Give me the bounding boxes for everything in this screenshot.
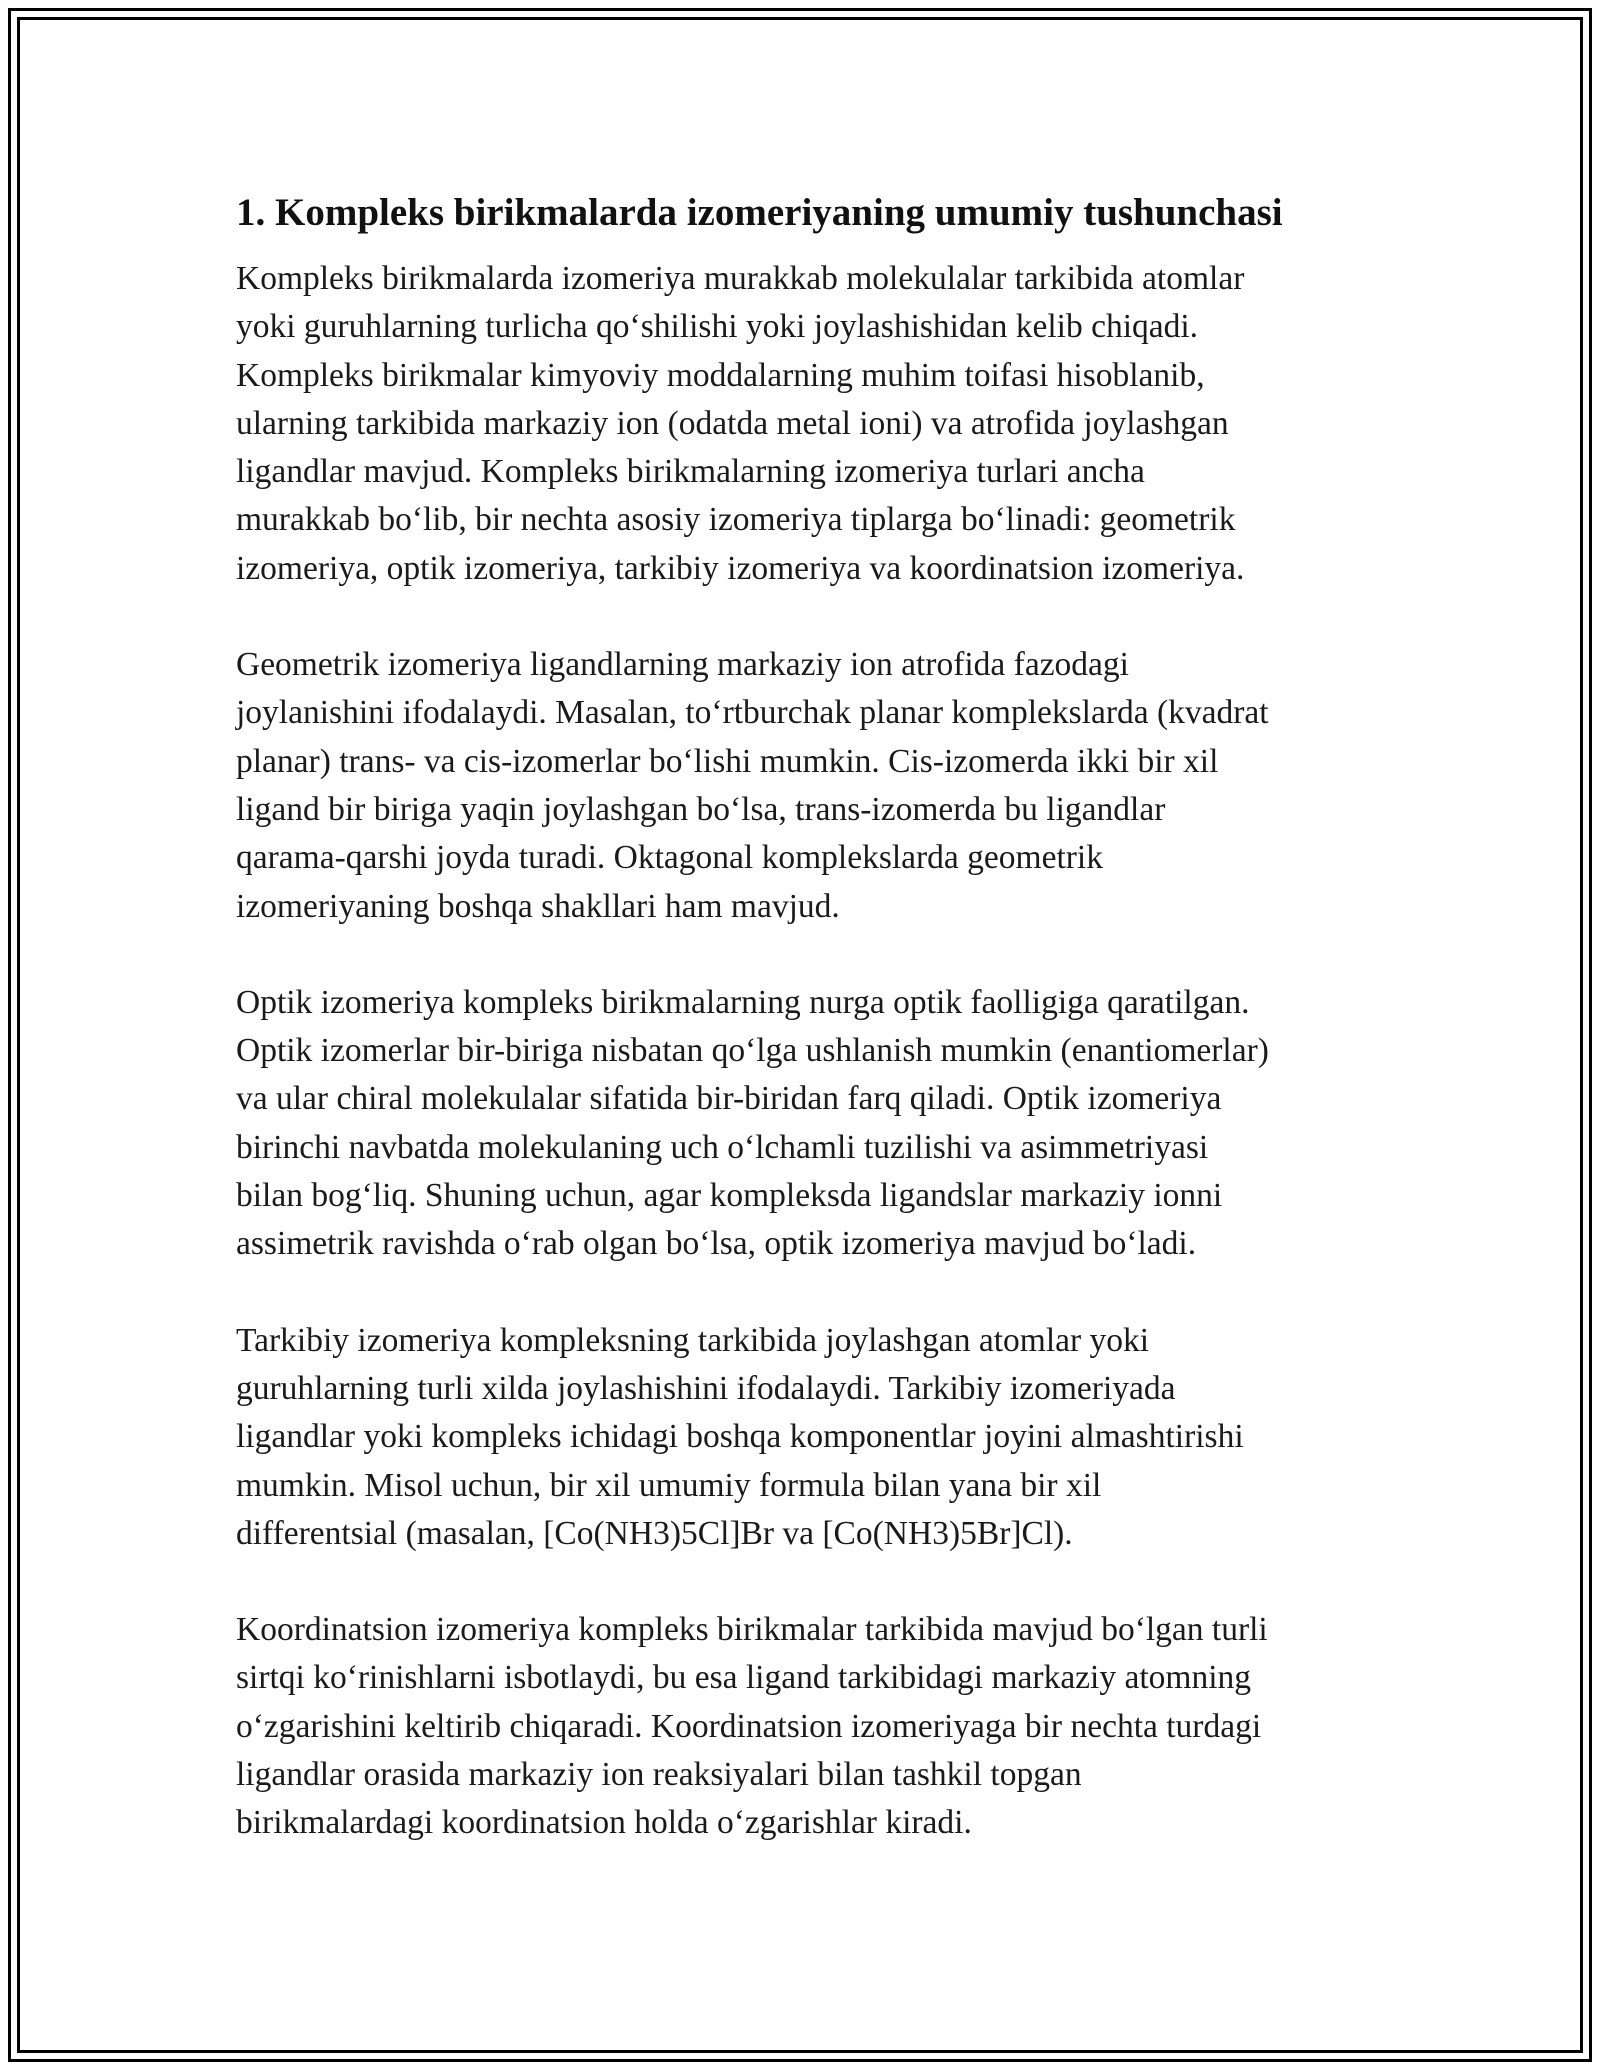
text-line: Geometrik izomeriya ligandlarning markaziy ion atrofida fazodagi	[236, 646, 1129, 684]
text-line: murakkab boʻlib, bir nechta asosiy izomeriya tiplarga boʻlinadi: geometrik	[236, 501, 1236, 539]
section-heading: 1. Kompleks birikmalarda izomeriyaning umumiy tushunchasi	[236, 191, 1283, 234]
text-line: assimetrik ravishda oʻrab olgan boʻlsa, optik izomeriya mavjud boʻladi.	[236, 1225, 1197, 1263]
text-line: qarama-qarshi joyda turadi. Oktagonal komplekslarda geometrik	[236, 839, 1103, 877]
text-line: sirtqi koʻrinishlarni isbotlaydi, bu esa ligand tarkibidagi markaziy atomning	[236, 1659, 1252, 1697]
text-line: izomeriya, optik izomeriya, tarkibiy izomeriya va koordinatsion izomeriya.	[236, 549, 1245, 587]
paragraph-coordination-isomerism	[236, 1606, 1386, 1847]
text-line: ligandlar yoki kompleks ichidagi boshqa komponentlar joyini almashtirishi	[236, 1418, 1244, 1456]
text-line: ligandlar orasida markaziy ion reaksiyalari bilan tashkil topgan	[236, 1756, 1082, 1794]
text-line: joylanishini ifodalaydi. Masalan, toʻrtburchak planar komplekslarda (kvadrat	[236, 694, 1269, 732]
text-line: Koordinatsion izomeriya kompleks birikmalar tarkibida mavjud boʻlgan turli	[236, 1611, 1268, 1649]
text-line: planar) trans- va cis-izomerlar boʻlishi mumkin. Cis-izomerda ikki bir xil	[236, 742, 1219, 780]
paragraph-optical-isomerism	[236, 979, 1386, 1269]
text-line: izomeriyaning boshqa shakllari ham mavjud.	[236, 887, 840, 925]
text-line: Kompleks birikmalar kimyoviy moddalarning muhim toifasi hisoblanib,	[236, 356, 1205, 394]
document-body	[236, 185, 1386, 1896]
text-line: guruhlarning turli xilda joylashishini ifodalaydi. Tarkibiy izomeriyada	[236, 1369, 1176, 1407]
text-line: birinchi navbatda molekulaning uch oʻlchamli tuzilishi va asimmetriyasi	[236, 1128, 1209, 1166]
text-line: Optik izomeriya kompleks birikmalarning nurga optik faolligiga qaratilgan.	[236, 983, 1250, 1021]
text-line: differentsial (masalan, [Co(NH3)5Cl]Br va [Co(NH3)5Br]Cl).	[236, 1514, 1073, 1552]
text-line: bilan bogʻliq. Shuning uchun, agar kompleksda ligandslar markaziy ionni	[236, 1177, 1223, 1215]
text-line: ligandlar mavjud. Kompleks birikmalarning izomeriya turlari ancha	[236, 453, 1145, 491]
text-line: Tarkibiy izomeriya kompleksning tarkibida joylashgan atomlar yoki	[236, 1321, 1150, 1359]
text-line: oʻzgarishini keltirib chiqaradi. Koordinatsion izomeriyaga bir nechta turdagi	[236, 1707, 1262, 1745]
paragraph-intro	[236, 255, 1386, 593]
text-line: yoki guruhlarning turlicha qoʻshilishi yoki joylashishidan kelib chiqadi.	[236, 308, 1199, 346]
text-line: birikmalardagi koordinatsion holda oʻzgarishlar kiradi.	[236, 1804, 972, 1842]
text-line: mumkin. Misol uchun, bir xil umumiy formula bilan yana bir xil	[236, 1466, 1102, 1504]
paragraph-structural-isomerism	[236, 1317, 1386, 1558]
text-line: Kompleks birikmalarda izomeriya murakkab molekulalar tarkibida atomlar	[236, 260, 1245, 297]
text-line: ligand bir biriga yaqin joylashgan boʻlsa, trans-izomerda bu ligandlar	[236, 790, 1166, 828]
text-line: va ular chiral molekulalar sifatida bir-biridan farq qiladi. Optik izomeriya	[236, 1080, 1222, 1118]
text-line: Optik izomerlar bir-biriga nisbatan qoʻlga ushlanish mumkin (enantiomerlar)	[236, 1032, 1269, 1070]
text-line: ularning tarkibida markaziy ion (odatda metal ioni) va atrofida joylashgan	[236, 404, 1229, 442]
paragraph-geometric-isomerism	[236, 641, 1386, 931]
